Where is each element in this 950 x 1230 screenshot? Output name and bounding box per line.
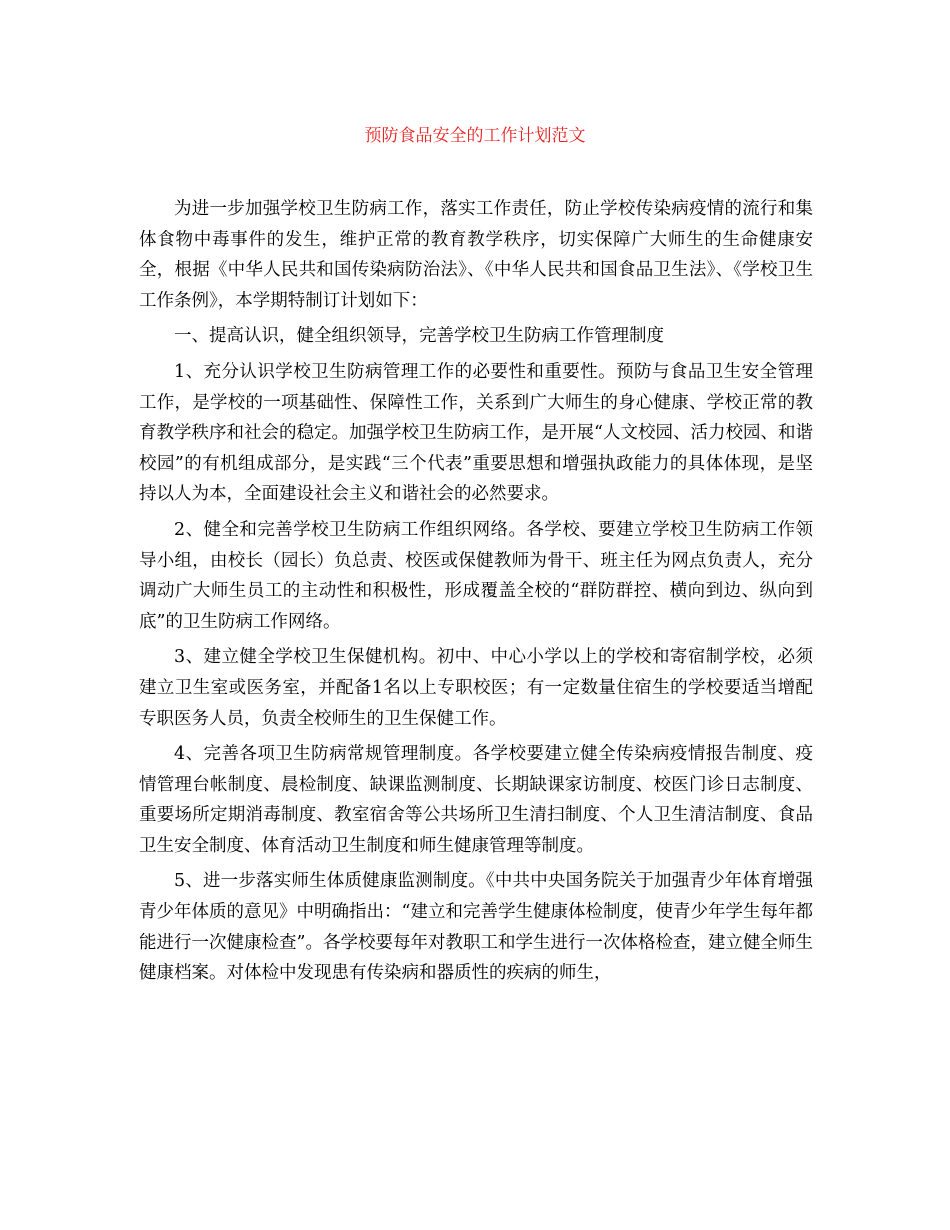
paragraph-item-2: 2、健全和完善学校卫生防病工作组织网络。各学校、要建立学校卫生防病工作领导小组，由校长（园长）负总责、校医或保健教师为骨干、班主任为网点负责人，充分调动广大师生员工的主动性和积极性，形成覆盖全校的“群防群控、横向到边、纵向到底”的卫生防病工作网络。 — [139, 519, 813, 632]
intro-paragraph: 为进一步加强学校卫生防病工作，落实工作责任，防止学校传染病疫情的流行和集体食物中毒事件的发生，维护正常的教育教学秩序，切实保障广大师生的生命健康安全，根据《中华人民共和国传染病防治法》、《中华人民共和国食品卫生法》、《学校卫生工作条例》，本学期特制订计划如下： — [139, 199, 813, 311]
paragraph-item-5: 5、进一步落实师生体质健康监测制度。《中共中央国务院关于加强青少年体育增强青少年体质的意见》中明确指出：“建立和完善学生健康体检制度，使青少年学生每年都能进行一次健康检查”。各学校要每年对教职工和学生进行一次体格检查，建立健全师生健康档案。对体检中发现患有传染病和器质性的疾病的师生， — [139, 871, 813, 984]
paragraph-item-4: 4、完善各项卫生防病常规管理制度。各学校要建立健全传染病疫情报告制度、疫情管理台帐制度、晨检制度、缺课监测制度、长期缺课家访制度、校医门诊日志制度、重要场所定期消毒制度、教室宿舍等公共场所卫生清扫制度、个人卫生清洁制度、食品卫生安全制度、体育活动卫生制度和师生健康管理等制度。 — [139, 744, 813, 856]
paragraph-item-3: 3、建立健全学校卫生保健机构。初中、中心小学以上的学校和寄宿制学校，必须建立卫生室或医务室，并配备1名以上专职校医；有一定数量住宿生的学校要适当增配专职医务人员，负责全校师生的卫生保健工作。 — [139, 647, 813, 729]
document-body — [139, 194, 813, 994]
document-title: 预防食品安全的工作计划范文 — [364, 126, 586, 146]
paragraph-item-1: 1、充分认识学校卫生防病管理工作的必要性和重要性。预防与食品卫生安全管理工作，是学校的一项基础性、保障性工作，关系到广大师生的身心健康、学校正常的教育教学秩序和社会的稳定。加强学校卫生防病工作，是开展“人文校园、活力校园、和谐校园”的有机组成部分，是实践“三个代表”重要思想和增强执政能力的具体体现，是坚持以人为本，全面建设社会主义和谐社会的必然要求。 — [139, 361, 813, 505]
section-heading-1: 一、提高认识，健全组织领导，完善学校卫生防病工作管理制度 — [174, 326, 664, 347]
